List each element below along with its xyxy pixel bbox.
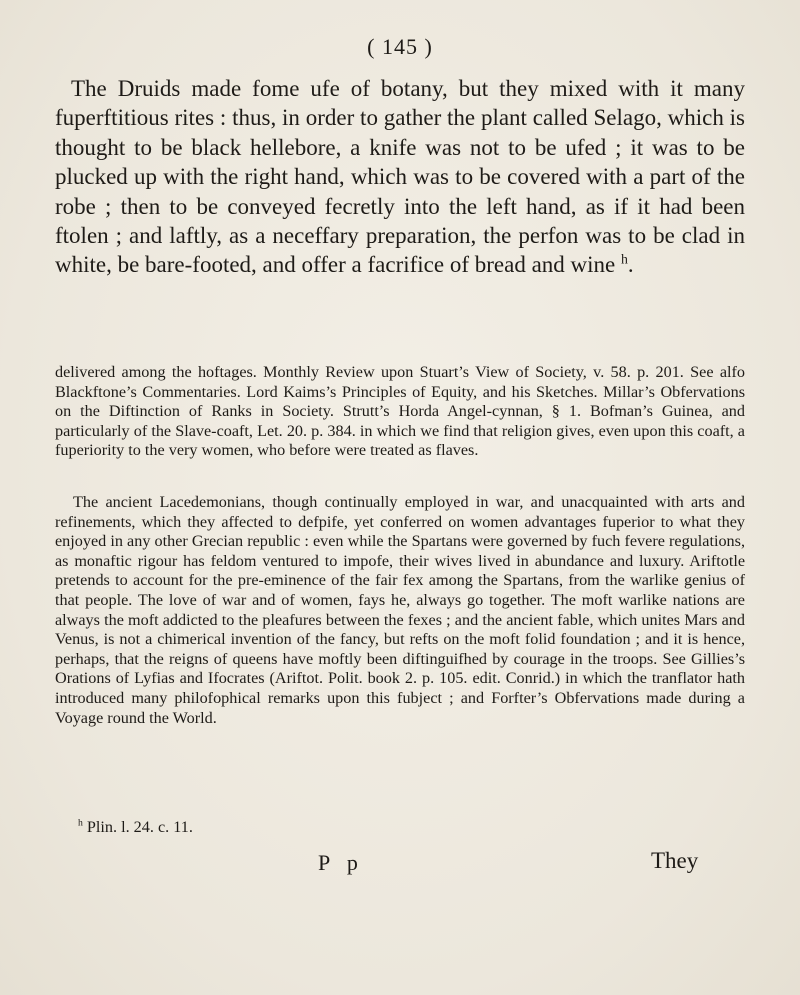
signature-mark: P p: [318, 850, 364, 875]
note-continuation: delivered among the hoftages. Monthly Review upon Stuart’s View of Society, v. 58. p. 201. See alfo Blackftone’s Commentaries. Lord Kaims’s Principles of Equity, and his Sketches. Millar’s Obfervations on the Diftinction of Ranks in Society. Strutt’s Horda Angel-cynnan, § 1. Bofman’s Guinea, and particularly of the Slave-coaft, Let. 20. p. 384. in which we find that religion gives, even upon this coaft, a fuperiority to the very women, who before were treated as flaves.: [55, 363, 745, 460]
footnote: [78, 818, 193, 837]
footnote-reference: h: [620, 251, 628, 267]
note-paragraph: The ancient Lacedemonians, though continually employed in war, and unacquainted with arts and refinements, which they affected to defpife, yet conferred on women advantages fuperior to what they enjoyed in any other Grecian republic : even while the Spartans were governed by fuch fevere regulations, as monaftic rigour has feldom ventured to impofe, their wives lived in abundance and luxury. Ariftotle pretends to account for the pre-eminence of the fair fex among the Spartans, from the warlike genius of that people. The love of war and of women, fays he, always go together. The moft warlike nations are always the moft addicted to the pleafures between the fexes ; and the ancient fable, which unites Mars and Venus, is not a chimerical invention of the fancy, but refts on the moft folid foundation ; and it is hence, perhaps, that the reigns of queens have moftly been diftinguifhed by courage in the troops. See Gillies’s Orations of Lyfias and Ifocrates (Ariftot. Polit. book 2. p. 105. edit. Conrid.) in which the tranflator hath introduced many philofophical remarks upon this fubject ; and Forfter’s Obfervations made during a Voyage round the World.: [55, 493, 745, 727]
page-number: ( 145 ): [367, 34, 433, 59]
footnote-text: Plin. l. 24. c. 11.: [86, 818, 193, 836]
catchword: They: [651, 848, 699, 873]
main-paragraph: [55, 74, 745, 280]
main-paragraph-text: The Druids made fome ufe of botany, but they mixed with it many fuperftitious rites : thus, in order to gather the plant called Selago, which is thought to be black hellebore, a knife was not to be ufed ; it was to be plucked up with the right hand, which was to be covered with a part of the robe ; then to be conveyed fecretly into the left hand, as if it had been ftolen ; and laftly, as a neceffary preparation, the perfon was to be clad in white, be bare-footed, and offer a facrifice of bread and wine: [55, 76, 745, 278]
footnote-mark: h: [78, 817, 83, 829]
main-paragraph-end: .: [627, 252, 634, 278]
